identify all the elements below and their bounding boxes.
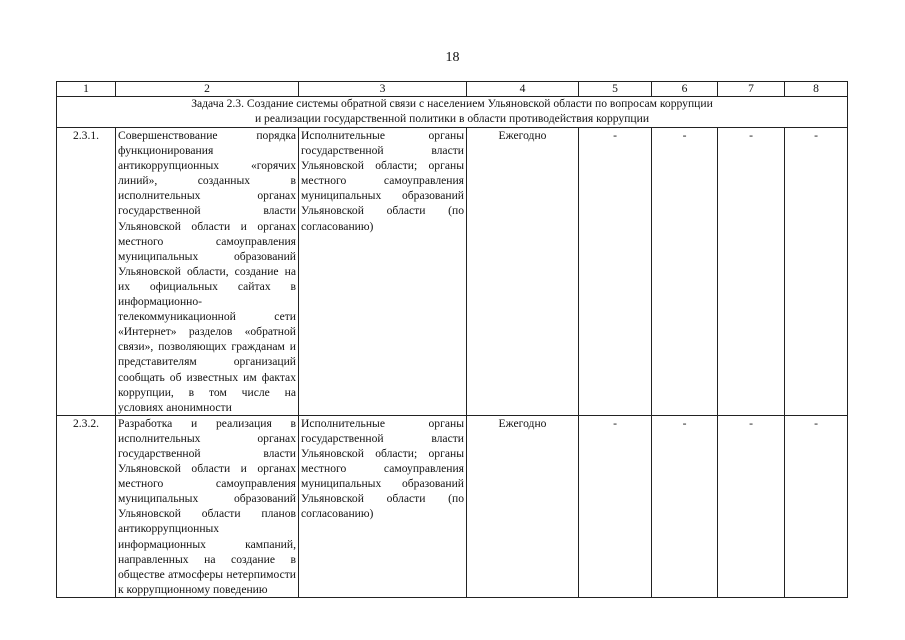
term: Ежегодно (467, 128, 579, 416)
table-row (57, 415, 848, 597)
executor: Исполнительные органы государственной власти Ульяновской области; органы местного самоуправления муниципальных образований Ульяновской области (по согласованию) (299, 128, 467, 416)
executor: Исполнительные органы государственной власти Ульяновской области; органы местного самоуправления муниципальных образований Ульяновской области (по согласованию) (299, 415, 467, 597)
value-cell: - (718, 415, 785, 597)
column-header: 7 (718, 82, 785, 97)
item-number: 2.3.1. (57, 128, 116, 416)
value-cell: - (652, 415, 718, 597)
value-cell: - (718, 128, 785, 416)
column-number-row (57, 82, 848, 97)
page-number: 18 (445, 50, 460, 65)
column-header: 8 (785, 82, 848, 97)
column-header: 4 (467, 82, 579, 97)
measure-description: Разработка и реализация в исполнительных органах государственной власти Ульяновской области и органах местного самоуправления муниципальных образований Ульяновской области планов антикоррупционных информационных кампаний, направленных на создание в обществе атмосферы нетерпимости к коррупционному поведению (116, 415, 299, 597)
measures-table (56, 81, 848, 598)
task-heading-row (57, 97, 848, 128)
column-header: 3 (299, 82, 467, 97)
item-number: 2.3.2. (57, 415, 116, 597)
column-header: 6 (652, 82, 718, 97)
term: Ежегодно (467, 415, 579, 597)
task-title (57, 97, 848, 128)
task-title-line: и реализации государственной политики в области противодействия коррупции (254, 111, 650, 125)
column-header: 1 (57, 82, 116, 97)
measure-description: Совершенствование порядка функционирования антикоррупционных «горячих линий», созданных в исполнительных органах государственной власти Ульяновской области и органах местного самоуправления муниципальных образований Ульяновской области, создание на их официальных сайтах в информационно-телекоммуникационной сети «Интернет» разделов «обратной связи», позволяющих гражданам и представителям организаций сообщать об известных им фактах коррупции, в том числе на условиях анонимности (116, 128, 299, 416)
task-title-line: Задача 2.3. Создание системы обратной связи с населением Ульяновской области по вопросам коррупции (191, 97, 713, 110)
column-header: 2 (116, 82, 299, 97)
value-cell: - (785, 128, 848, 416)
value-cell: - (579, 415, 652, 597)
table-row (57, 128, 848, 416)
column-header: 5 (579, 82, 652, 97)
value-cell: - (652, 128, 718, 416)
value-cell: - (579, 128, 652, 416)
value-cell: - (785, 415, 848, 597)
